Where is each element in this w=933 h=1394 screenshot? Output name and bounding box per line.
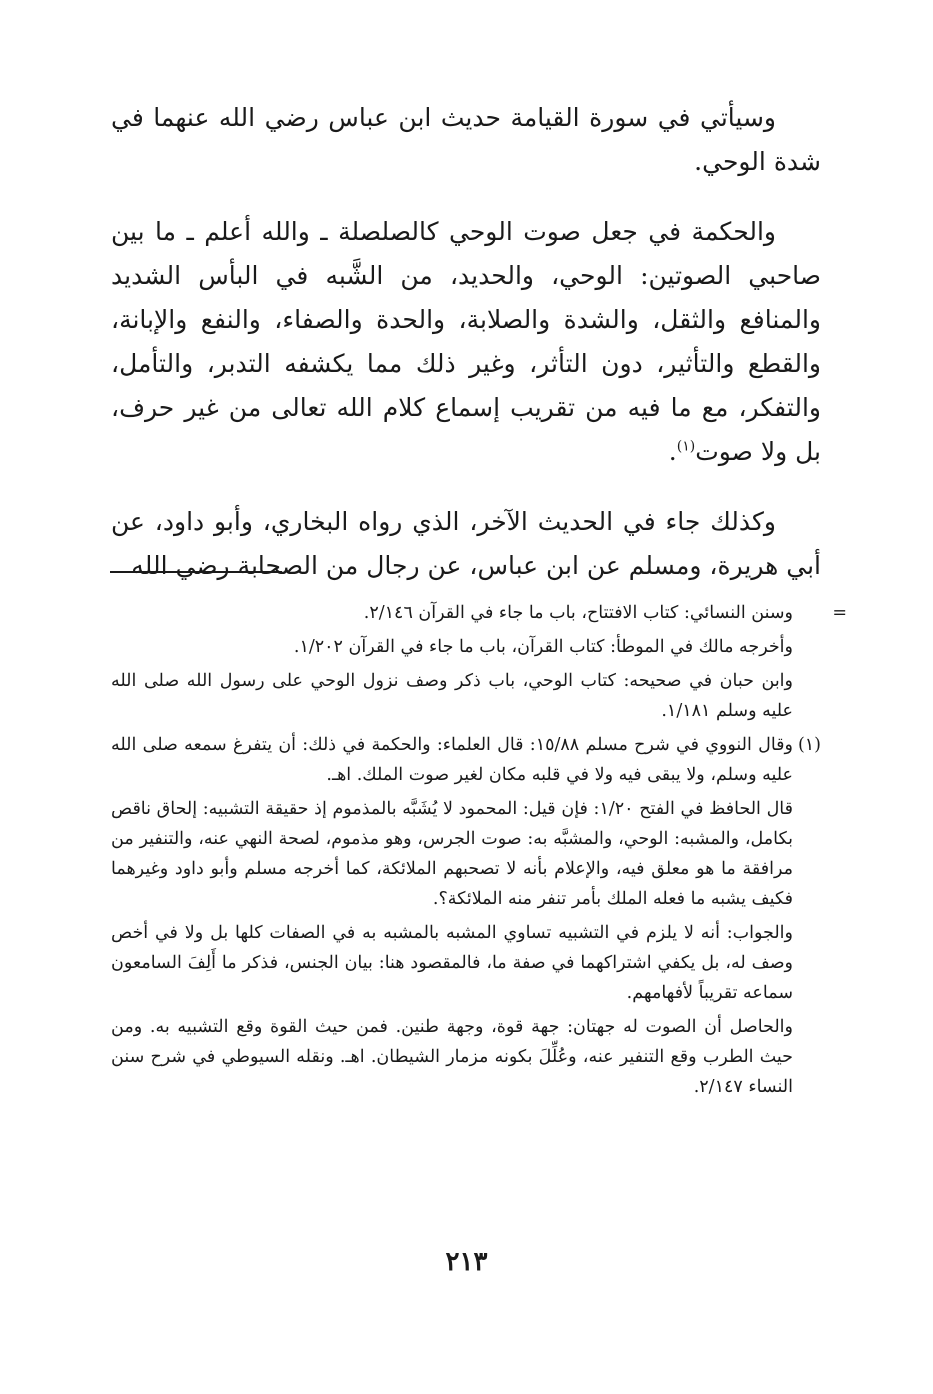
paragraph-2-text: والحكمة في جعل صوت الوحي كالصلصلة ـ والله أعلم ـ ما بين صاحبي الصوتين: الوحي، والحديد، من الشَّبه في البأس الشديد والمنافع والثقل، والشدة والصلابة، والحدة والصفاء، والنفع والإبانة، والقطع والتأثير، دون التأثر، وغير ذلك مما يكشفه التدبر، والتأمل، والتفكر، مع ما فيه من تقريب إسماع كلام الله تعالى من غير حرف، بل ولا صوت <box>111 217 821 466</box>
footnote-line-text: وسنن النسائي: كتاب الافتتاح، باب ما جاء في القرآن ٢/١٤٦. <box>363 603 793 623</box>
paragraph-1: وسيأتي في سورة القيامة حديث ابن عباس رضي الله عنهما في شدة الوحي. <box>111 103 821 176</box>
footnote-continued-line: وأخرجه مالك في الموطأ: كتاب القرآن، باب ما جاء في القرآن ١/٢٠٢. <box>293 637 793 657</box>
continuation-marker: = <box>832 603 847 623</box>
footnote-separator <box>110 571 282 573</box>
paragraph-2 <box>111 210 821 474</box>
footnote-reference[interactable]: (١) <box>676 438 696 455</box>
paragraph-2-end: . <box>668 437 677 466</box>
footnote-1 <box>111 730 821 790</box>
footnote-continued-line: وابن حبان في صحيحه: كتاب الوحي، باب ذكر وصف نزول الوحي على رسول الله صلى الله عليه وسلم ١/١٨١. <box>111 671 793 721</box>
page-number: ٢١٣ <box>445 1247 488 1277</box>
footnote-1-paragraph: والحاصل أن الصوت له جهتان: جهة قوة، وجهة طنين. فمن حيث القوة وقع التشبيه به. ومن حيث الطرب وقع التنفير عنه، وعُلِّلَ بكونه مزمار الشيطان. اهـ. ونقله السيوطي في شرح سنن النساء ٢/١٤٧. <box>111 1017 793 1097</box>
footnote-number: (١) <box>797 735 821 755</box>
footnote-1-paragraph: قال الحافظ في الفتح ١/٢٠: فإن قيل: المحمود لا يُشَبَّه بالمذموم إذ حقيقة التشبيه: إلحاق ناقص بكامل، والمشبه: الوحي، والمشبَّه به: صوت الجرس، وهو مذموم، لصحة النهي عنه، والتنفير من مرافقة ما هو معلق فيه، والإعلام بأنه لا تصحبهم الملائكة، كما أخرجه مسلم وأبو داود وغيرهما فكيف يشبه ما فعله الملك بأمر تنفر منه الملائكة؟. <box>111 799 793 909</box>
footnote-1-text: وقال النووي في شرح مسلم ١٥/٨٨: قال العلماء: والحكمة في ذلك: أن يتفرغ سمعه صلى الله عليه وسلم، ولا يبقى فيه ولا في قلبه مكان لغير صوت الملك. اهـ. <box>111 735 793 785</box>
footnotes <box>111 598 847 1106</box>
footnote-continued-line <box>111 598 847 628</box>
footnote-1-paragraph: والجواب: أنه لا يلزم في التشبيه تساوي المشبه بالمشبه به في الصفات كلها بل ولا في أخص وصف له، بل يكفي اشتراكهما في صفة ما، فالمقصود هنا: بيان الجنس، فذكر ما أَلِفَ السامعون سماعه تقريباً لأفهامهم. <box>111 923 793 1003</box>
paragraph-3: وكذلك جاء في الحديث الآخر، الذي رواه البخاري، وأبو داود، عن أبي هريرة، ومسلم عن ابن عباس، عن رجال من الصحابة رضي الله <box>111 507 821 580</box>
main-text <box>111 96 821 588</box>
